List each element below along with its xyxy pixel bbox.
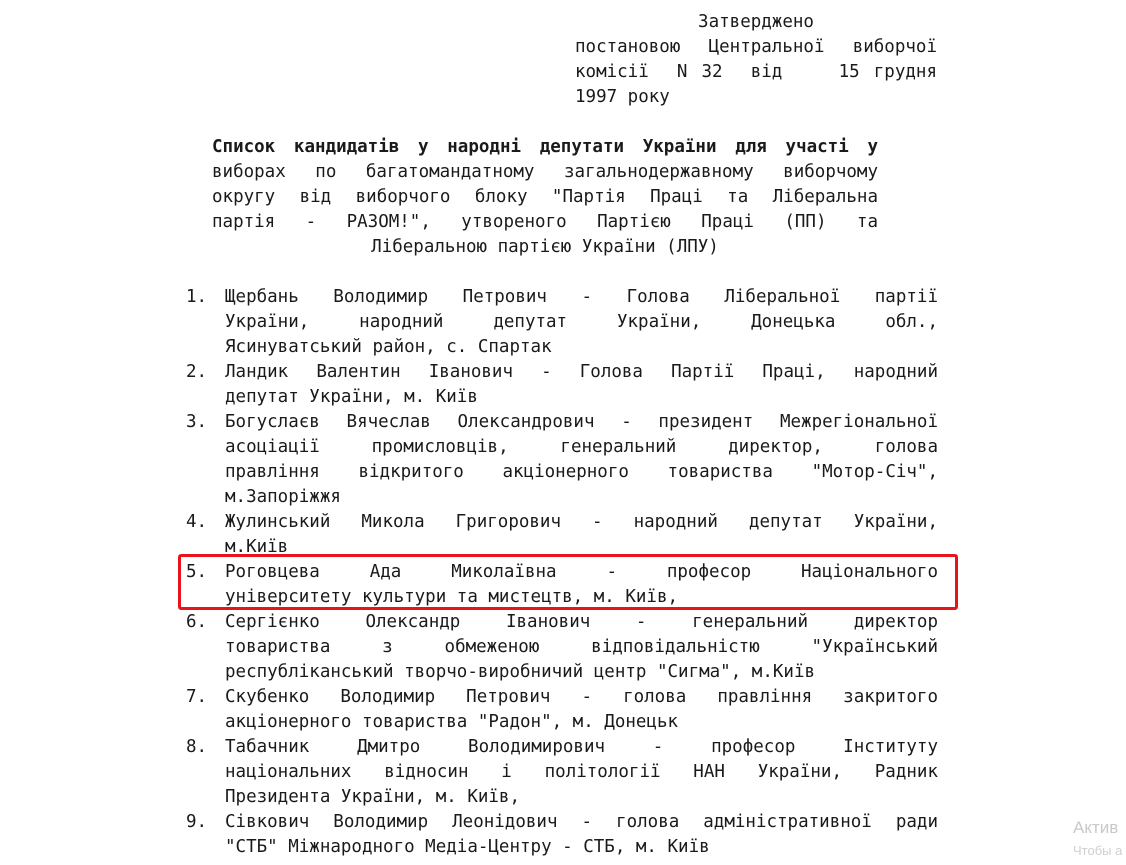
candidate-number: 3. <box>186 412 208 432</box>
candidate-item <box>186 285 938 360</box>
candidate-item <box>186 810 938 860</box>
activation-watermark: Актив <box>1073 818 1119 837</box>
candidate-item <box>186 510 938 560</box>
candidate-number: 2. <box>186 362 208 382</box>
candidate-item <box>186 560 938 610</box>
candidate-text-line: національних відносин і політології НАН України, Радник <box>225 762 938 782</box>
approval-line-4: 1997 року <box>575 87 670 107</box>
candidate-text-line: Роговцева Ада Миколаївна - професор Національного <box>225 562 938 582</box>
candidate-number: 1. <box>186 287 208 307</box>
candidate-text-line: університету культури та мистецтв, м. Київ, <box>225 587 679 607</box>
candidate-text-line: Щербань Володимир Петрович - Голова Ліберальної партії <box>225 287 938 307</box>
approval-block <box>575 10 937 110</box>
candidate-number: 8. <box>186 737 208 757</box>
title-line-5: Ліберальною партією України (ЛПУ) <box>371 237 719 257</box>
title-line-3: округу від виборчого блоку "Партія Праці та Ліберальна <box>212 187 878 207</box>
candidate-text-line: Табачник Дмитро Володимирович - професор Інституту <box>225 737 938 757</box>
candidate-text-line: республіканський творчо-виробничий центр "Сигма", м.Київ <box>225 662 816 682</box>
activation-watermark-subtext: Чтобы а <box>1073 843 1123 858</box>
candidate-text-line: Жулинський Микола Григорович - народний депутат України, <box>225 512 938 532</box>
candidate-text-line: асоціації промисловців, генеральний директор, голова <box>225 437 938 457</box>
candidate-item <box>186 735 938 810</box>
candidate-number: 4. <box>186 512 208 532</box>
candidate-item <box>186 360 938 410</box>
approval-line-1: Затверджено <box>698 12 814 32</box>
candidate-text-line: м.Запоріжжя <box>225 487 341 507</box>
document-title <box>212 135 878 260</box>
candidate-number: 6. <box>186 612 208 632</box>
title-line-4: партія - РАЗОМ!", утвореного Партією Праці (ПП) та <box>212 212 878 232</box>
candidate-text-line: товариства з обмеженою відповідальністю "Український <box>225 637 938 657</box>
candidate-item <box>186 610 938 685</box>
approval-line-2: постановою Центральної виборчої <box>575 37 937 57</box>
candidate-text-line: України, народний депутат України, Донецька обл., <box>225 312 938 332</box>
candidate-text-line: Богуслаєв Вячеслав Олександрович - президент Межрегіональної <box>225 412 938 432</box>
candidate-number: 9. <box>186 812 208 832</box>
title-line-1: Список кандидатів у народні депутати України для участі у <box>212 137 878 157</box>
candidate-number: 5. <box>186 562 208 582</box>
candidate-text-line: Сергієнко Олександр Іванович - генеральний директор <box>225 612 938 632</box>
candidate-list <box>186 285 938 860</box>
candidate-number: 7. <box>186 687 208 707</box>
candidate-text-line: Ландик Валентин Іванович - Голова Партії Праці, народний <box>225 362 938 382</box>
candidate-text-line: акціонерного товариства "Радон", м. Донецьк <box>225 712 679 732</box>
candidate-text-line: депутат України, м. Київ <box>225 387 478 407</box>
candidate-text-line: "СТБ" Міжнародного Медіа-Центру - СТБ, м. Київ <box>225 837 710 857</box>
candidate-item <box>186 410 938 510</box>
approval-line-3: комісії N 32 від 15 грудня <box>575 62 937 82</box>
candidate-text-line: Скубенко Володимир Петрович - голова правління закритого <box>225 687 938 707</box>
candidate-text-line: м.Київ <box>225 537 289 557</box>
title-line-2: виборах по багатомандатному загальнодержавному виборчому <box>212 162 878 182</box>
candidate-text-line: Ясинуватський район, с. Спартак <box>225 337 552 357</box>
candidate-text-line: Президента України, м. Київ, <box>225 787 521 807</box>
candidate-text-line: правління відкритого акціонерного товариства "Мотор-Січ", <box>225 462 938 482</box>
candidate-item <box>186 685 938 735</box>
candidate-text-line: Сівкович Володимир Леонідович - голова адміністративної ради <box>225 812 938 832</box>
